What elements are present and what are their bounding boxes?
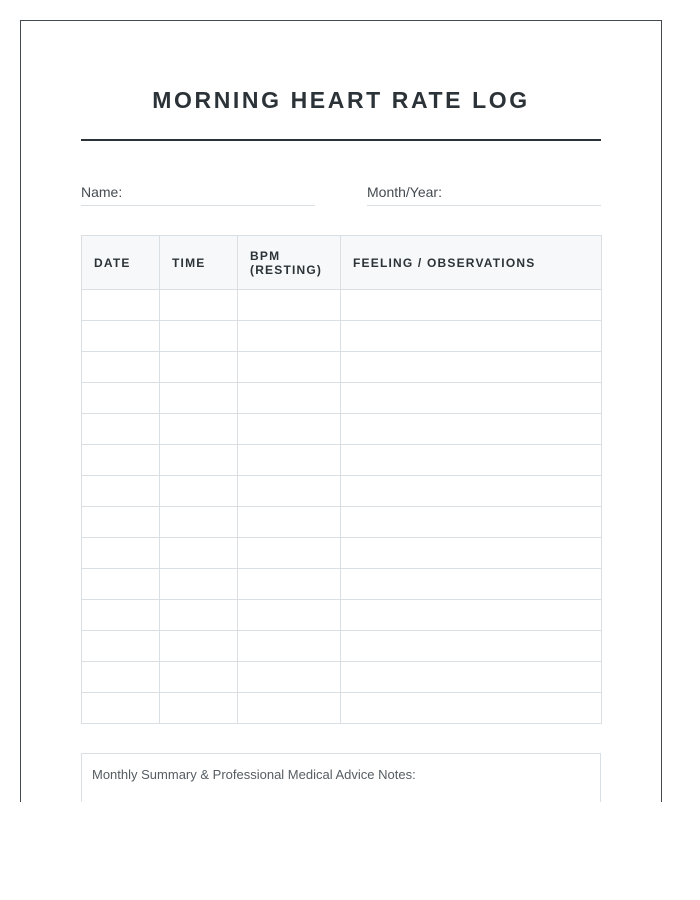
bpm-cell[interactable] <box>238 445 341 476</box>
bpm-cell[interactable] <box>238 569 341 600</box>
table-row <box>82 414 602 445</box>
name-field[interactable] <box>81 184 315 206</box>
bpm-cell[interactable] <box>238 321 341 352</box>
feeling-cell[interactable] <box>341 476 602 507</box>
time-cell[interactable] <box>160 414 238 445</box>
time-cell[interactable] <box>160 538 238 569</box>
feeling-cell[interactable] <box>341 352 602 383</box>
table-row <box>82 290 602 321</box>
date-cell[interactable] <box>82 383 160 414</box>
table-row <box>82 538 602 569</box>
bpm-cell[interactable] <box>238 290 341 321</box>
column-header-feeling: FEELING / OBSERVATIONS <box>341 236 602 290</box>
feeling-cell[interactable] <box>341 600 602 631</box>
table-row <box>82 693 602 724</box>
feeling-cell[interactable] <box>341 414 602 445</box>
notes-box[interactable] <box>81 753 601 802</box>
time-cell[interactable] <box>160 600 238 631</box>
table-row <box>82 383 602 414</box>
time-cell[interactable] <box>160 662 238 693</box>
feeling-cell[interactable] <box>341 569 602 600</box>
date-cell[interactable] <box>82 476 160 507</box>
time-cell[interactable] <box>160 445 238 476</box>
bpm-cell[interactable] <box>238 662 341 693</box>
date-cell[interactable] <box>82 352 160 383</box>
date-cell[interactable] <box>82 569 160 600</box>
time-cell[interactable] <box>160 631 238 662</box>
bpm-cell[interactable] <box>238 476 341 507</box>
column-header-bpm: BPM (RESTING) <box>238 236 341 290</box>
bpm-cell[interactable] <box>238 507 341 538</box>
bpm-cell[interactable] <box>238 538 341 569</box>
date-cell[interactable] <box>82 445 160 476</box>
feeling-cell[interactable] <box>341 538 602 569</box>
bpm-cell[interactable] <box>238 600 341 631</box>
table-row <box>82 476 602 507</box>
table-row <box>82 507 602 538</box>
feeling-cell[interactable] <box>341 662 602 693</box>
bpm-cell[interactable] <box>238 693 341 724</box>
time-cell[interactable] <box>160 476 238 507</box>
time-cell[interactable] <box>160 693 238 724</box>
table-row <box>82 445 602 476</box>
date-cell[interactable] <box>82 507 160 538</box>
heart-rate-table <box>81 235 602 724</box>
date-cell[interactable] <box>82 321 160 352</box>
column-header-date: DATE <box>82 236 160 290</box>
time-cell[interactable] <box>160 383 238 414</box>
bpm-cell[interactable] <box>238 352 341 383</box>
table-row <box>82 321 602 352</box>
time-cell[interactable] <box>160 290 238 321</box>
date-cell[interactable] <box>82 662 160 693</box>
table-body <box>82 290 602 724</box>
month-year-field[interactable] <box>367 184 601 206</box>
month-year-label: Month/Year: <box>367 184 442 200</box>
feeling-cell[interactable] <box>341 383 602 414</box>
date-cell[interactable] <box>82 290 160 321</box>
time-cell[interactable] <box>160 569 238 600</box>
time-cell[interactable] <box>160 352 238 383</box>
table-row <box>82 600 602 631</box>
date-cell[interactable] <box>82 693 160 724</box>
notes-label: Monthly Summary & Professional Medical Advice Notes: <box>92 767 416 782</box>
feeling-cell[interactable] <box>341 445 602 476</box>
column-header-time: TIME <box>160 236 238 290</box>
table-row <box>82 631 602 662</box>
date-cell[interactable] <box>82 600 160 631</box>
title-divider <box>81 139 601 141</box>
time-cell[interactable] <box>160 507 238 538</box>
time-cell[interactable] <box>160 321 238 352</box>
page-title: MORNING HEART RATE LOG <box>152 87 530 113</box>
bpm-cell[interactable] <box>238 383 341 414</box>
name-label: Name: <box>81 184 123 200</box>
date-cell[interactable] <box>82 631 160 662</box>
date-cell[interactable] <box>82 414 160 445</box>
table-header-row <box>82 236 602 290</box>
feeling-cell[interactable] <box>341 693 602 724</box>
table-row <box>82 569 602 600</box>
table-row <box>82 662 602 693</box>
feeling-cell[interactable] <box>341 321 602 352</box>
bpm-cell[interactable] <box>238 631 341 662</box>
date-cell[interactable] <box>82 538 160 569</box>
bpm-cell[interactable] <box>238 414 341 445</box>
feeling-cell[interactable] <box>341 507 602 538</box>
feeling-cell[interactable] <box>341 290 602 321</box>
table-row <box>82 352 602 383</box>
feeling-cell[interactable] <box>341 631 602 662</box>
log-sheet <box>20 20 662 802</box>
